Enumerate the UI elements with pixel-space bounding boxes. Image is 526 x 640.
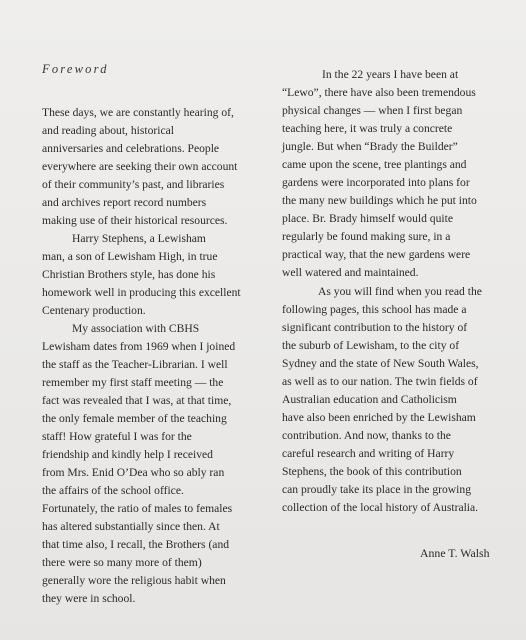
right-line: teaching here, it was truly a concrete xyxy=(282,122,453,135)
left-line: there were so many more of them) xyxy=(42,556,202,569)
left-line: Centenary production. xyxy=(42,304,146,317)
left-line: the only female member of the teaching xyxy=(42,412,227,425)
right-line: Australian education and Catholicism xyxy=(282,393,457,406)
left-line: friendship and kindly help I received xyxy=(42,448,213,461)
left-line: the affairs of the school office. xyxy=(42,484,184,497)
left-line: These days, we are constantly hearing of, xyxy=(42,106,234,119)
left-line: they were in school. xyxy=(42,592,136,605)
right-line: collection of the local history of Australia. xyxy=(282,501,479,514)
left-line: Lewisham dates from 1969 when I joined xyxy=(42,340,236,353)
right-line: physical changes — when I first began xyxy=(282,104,463,117)
left-line: Fortunately, the ratio of males to females xyxy=(42,502,233,515)
left-line: generally wore the religious habit when xyxy=(42,574,226,587)
right-line: “Lewo”, there have also been tremendous xyxy=(282,86,476,99)
left-line: making use of their historical resources. xyxy=(42,214,228,227)
left-line: has altered substantially since then. At xyxy=(42,520,220,533)
left-line: man, a son of Lewisham High, in true xyxy=(42,250,218,263)
right-line: careful research and writing of Harry xyxy=(282,447,455,460)
left-line: and reading about, historical xyxy=(42,124,174,137)
right-line: Sydney and the state of New South Wales, xyxy=(282,357,479,370)
right-line: jungle. But when “Brady the Builder” xyxy=(282,140,458,153)
left-line: Christian Brothers style, has done his xyxy=(42,268,216,281)
left-line: and archives report record numbers xyxy=(42,196,207,209)
left-line: of their community’s past, and libraries xyxy=(42,178,225,191)
right-line: as well as to our nation. The twin fields of xyxy=(282,375,478,388)
left-line: remember my first staff meeting — the xyxy=(42,376,224,389)
left-line: fact was revealed that I was, at that time, xyxy=(42,394,232,407)
right-line: As you will find when you read the xyxy=(318,285,482,298)
right-line: can proudly take its place in the growing xyxy=(282,483,471,496)
right-line: Stephens, the book of this contribution xyxy=(282,465,462,478)
right-line: have also been enriched by the Lewisham xyxy=(282,411,476,424)
foreword-heading: Foreword xyxy=(42,62,109,76)
left-line: My association with CBHS xyxy=(72,322,200,335)
right-line: practical way, that the new gardens were xyxy=(282,248,471,261)
right-line: the many new buildings which he put into xyxy=(282,194,477,207)
left-line: Harry Stephens, a Lewisham xyxy=(72,232,206,245)
left-line: from Mrs. Enid O’Dea who so ably ran xyxy=(42,466,225,479)
author-signature: Anne T. Walsh xyxy=(420,546,490,560)
left-line: that time also, I recall, the Brothers (and xyxy=(42,538,230,551)
right-line: place. Br. Brady himself would quite xyxy=(282,212,453,225)
left-line: everywhere are seeking their own account xyxy=(42,160,238,173)
right-line: following pages, this school has made a xyxy=(282,303,467,316)
right-line: well watered and maintained. xyxy=(282,266,419,279)
right-line: the suburb of Lewisham, to the city of xyxy=(282,339,460,352)
right-line: In the 22 years I have been at xyxy=(322,68,459,81)
left-line: homework well in producing this excellent xyxy=(42,286,241,299)
left-line: anniversaries and celebrations. People xyxy=(42,142,220,155)
left-line: staff! How grateful I was for the xyxy=(42,430,192,443)
right-line: regularly be found making sure, in a xyxy=(282,230,451,243)
right-line: came upon the scene, tree plantings and xyxy=(282,158,467,171)
left-line: the staff as the Teacher-Librarian. I well xyxy=(42,358,228,371)
right-line: contribution. And now, thanks to the xyxy=(282,429,451,442)
right-line: gardens were incorporated into plans for xyxy=(282,176,470,189)
right-line: significant contribution to the history of xyxy=(282,321,468,334)
